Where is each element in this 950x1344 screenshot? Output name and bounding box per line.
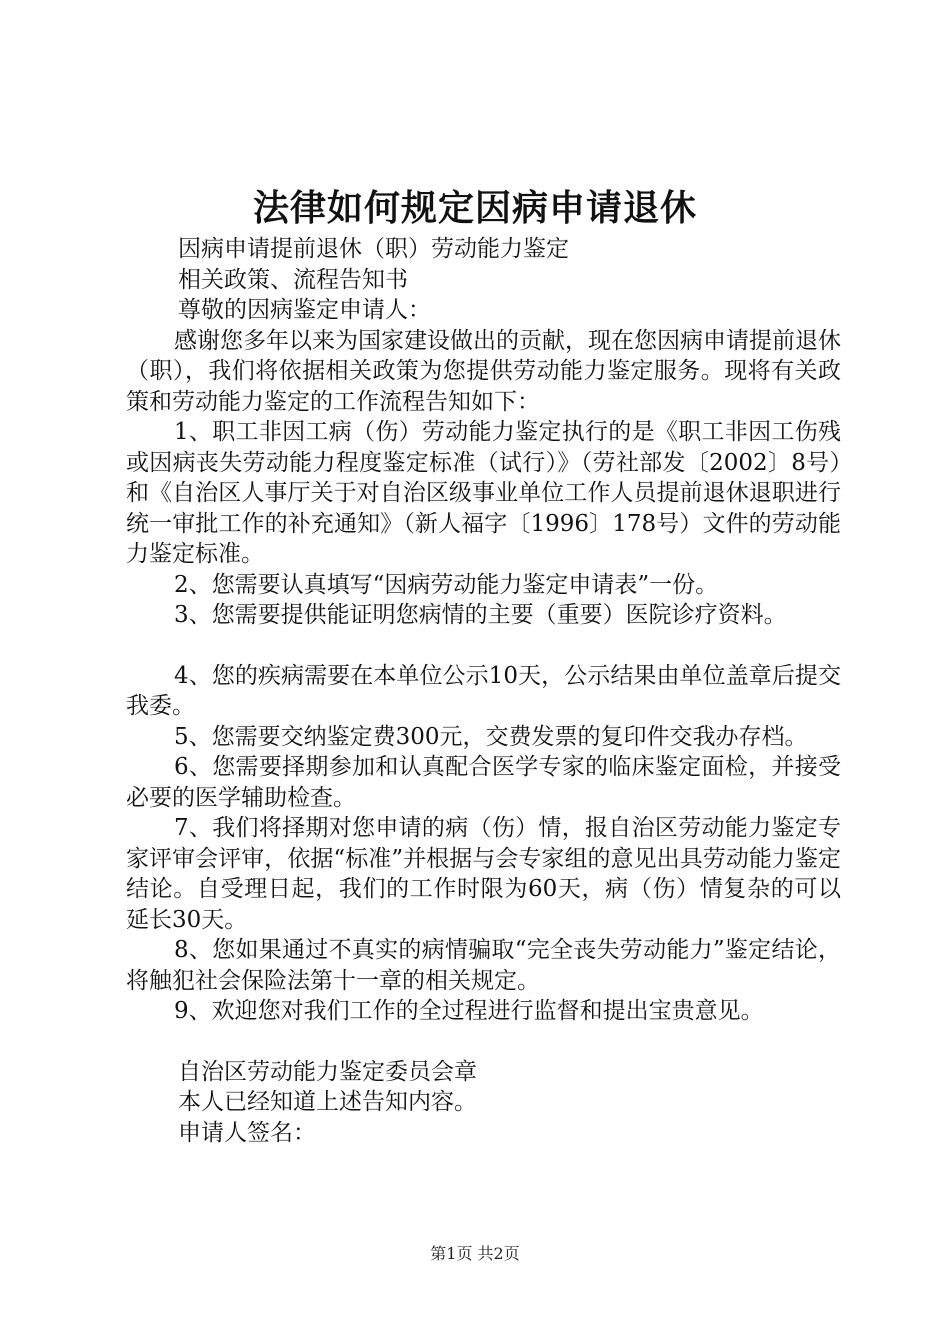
applicant-signature-line: 申请人签名： xyxy=(178,1119,316,1146)
issuer-seal-line: 自治区劳动能力鉴定委员会章 xyxy=(178,1058,477,1085)
intro-paragraph: 感谢您多年以来为国家建设做出的贡献，现在您因病申请提前退休（职），我们将依据相关政策为您提供劳动能力鉴定服务。现将有关政策和劳动能力鉴定的工作流程告知如下： xyxy=(126,327,841,415)
salutation: 尊敬的因病鉴定申请人： xyxy=(178,297,431,323)
item-2: 2、您需要认真填写“因病劳动能力鉴定申请表”一份。 xyxy=(174,571,719,598)
item-7: 7、我们将择期对您申请的病（伤）情，报自治区劳动能力鉴定专家评审会评审，依据“标准”并根据与会专家组的意见出具劳动能力鉴定结论。自受理日起，我们的工作时限为60天，病（伤）情复杂的可以延长30天。 xyxy=(126,815,841,933)
subtitle-line-2: 相关政策、流程告知书 xyxy=(178,266,408,293)
document-body xyxy=(126,234,841,1148)
item-4: 4、您的疾病需要在本单位公示10天，公示结果由单位盖章后提交我委。 xyxy=(126,662,841,719)
item-5: 5、您需要交纳鉴定费300元，交费发票的复印件交我办存档。 xyxy=(174,723,808,750)
blank-line xyxy=(126,1027,841,1057)
item-1: 1、职工非因工病（伤）劳动能力鉴定执行的是《职工非因工伤残或因病丧失劳动能力程度鉴定标准（试行）》（劳社部发〔2002〕8号）和《自治区人事厅关于对自治区级事业单位工作人员提前退休退职进行统一审批工作的补充通知》（新人福字〔1996〕178号）文件的劳动能力鉴定标准。 xyxy=(126,419,841,567)
item-6: 6、您需要择期参加和认真配合医学专家的临床鉴定面检，并接受必要的医学辅助检查。 xyxy=(126,754,841,811)
page-number: 第1页 共2页 xyxy=(430,1244,520,1263)
subtitle-line-1: 因病申请提前退休（职）劳动能力鉴定 xyxy=(178,236,569,262)
document-title: 法律如何规定因病申请退休 xyxy=(252,187,697,229)
item-9: 9、欢迎您对我们工作的全过程进行监督和提出宝贵意见。 xyxy=(174,998,764,1024)
item-8: 8、您如果通过不真实的病情骗取“完全丧失劳动能力”鉴定结论，将触犯社会保险法第十一章的相关规定。 xyxy=(126,937,841,994)
acknowledgement-line: 本人已经知道上述告知内容。 xyxy=(178,1089,477,1115)
item-3: 3、您需要提供能证明您病情的主要（重要）医院诊疗资料。 xyxy=(174,602,787,628)
blank-line xyxy=(126,631,841,661)
